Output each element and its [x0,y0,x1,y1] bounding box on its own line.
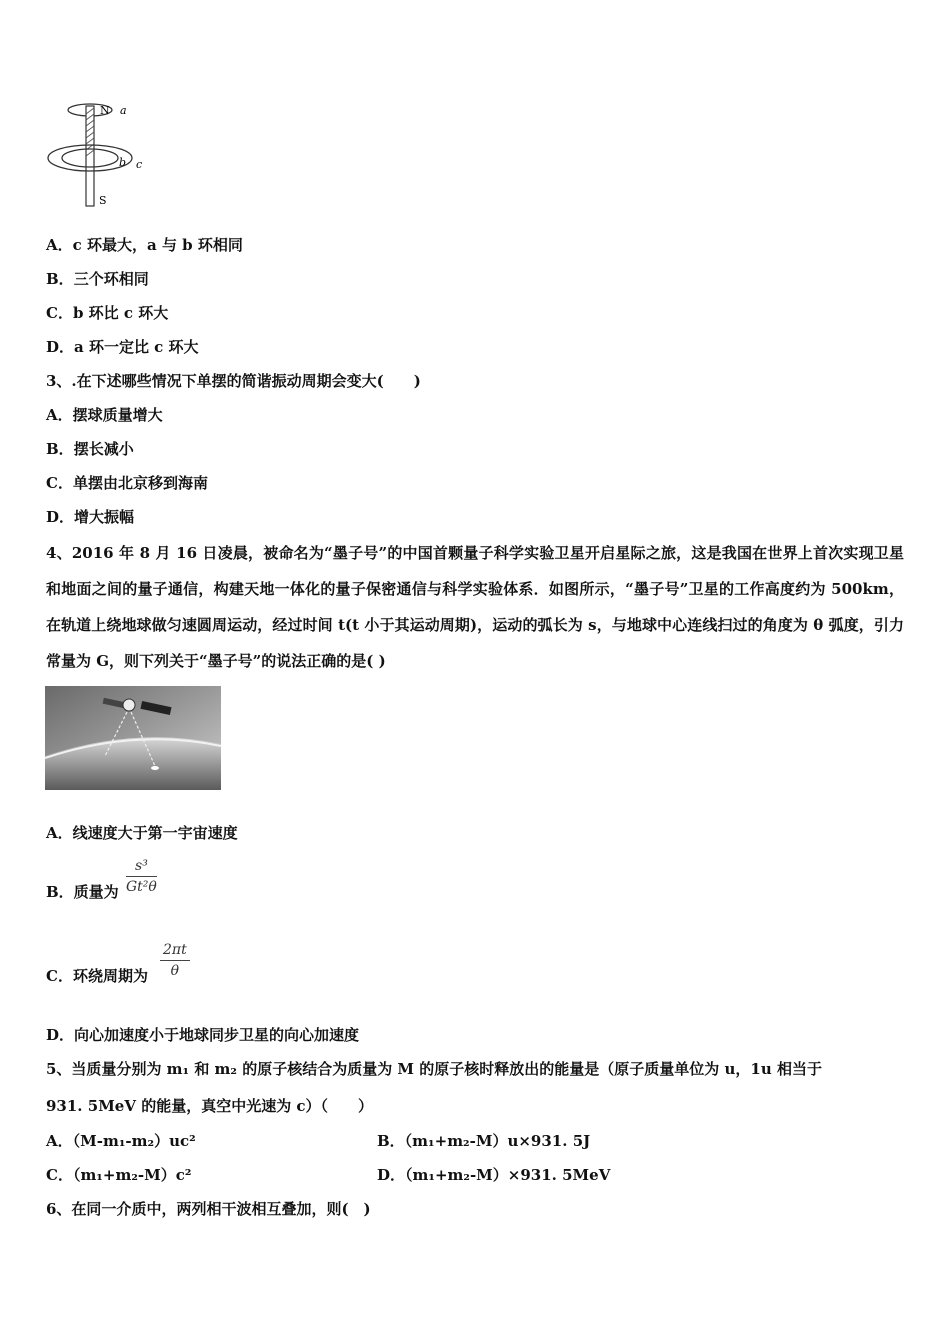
q4-option-c: C．环绕周期为 [46,967,148,985]
q4-stem: 4、2016 年 8 月 16 日凌晨，被命名为“墨子号”的中国首颗量子科学实验卫星开启星际之旅，这是我国在世界上首次实现卫星和地面之间的量子通信，构建天地一体化的量子保密通信与科学实验体系．如图所示，“墨子号”卫星的工作高度约为 500km，在轨道上绕地球做匀速圆周运动，经过时间 t(t 小于其运动周期)，运动的弧长为 s，与地球中心连线扫过的角度为 θ 弧度，引力常量为 G，则下列关于“墨子号”的说法正确的是( ) [46,544,904,670]
q5-stem-line1: 5、当质量分别为 m₁ 和 m₂ 的原子核结合为质量为 M 的原子核时释放出的能量是（原子质量单位为 u，1u 相当于 [46,1060,822,1078]
magnet-rings-figure [44,98,154,210]
label-b: b [119,156,127,169]
q3-stem: 3、.在下述哪些情况下单摆的简谐振动周期会变大( ) [46,372,421,390]
q5-option-a: A．（M-m₁-m₂）uc² [46,1132,196,1150]
label-s: S [99,194,107,207]
q5-option-b: B．（m₁+m₂-M）u×931. 5J [377,1132,591,1150]
q2-option-c: C．b 环比 c 环大 [46,304,169,322]
label-a: a [120,104,127,117]
label-n: N [100,104,110,117]
q4-option-a: A．线速度大于第一宇宙速度 [46,824,238,842]
q3-option-c: C．单摆由北京移到海南 [46,474,208,492]
q3-option-a: A．摆球质量增大 [46,406,163,424]
q4-option-c-fraction: 2πt θ [160,942,190,979]
q6-stem: 6、在同一介质中，两列相干波相互叠加，则( ) [46,1200,371,1218]
q2-option-a: A．c 环最大，a 与 b 环相同 [46,236,243,254]
satellite-photo [45,686,221,790]
q3-option-b: B．摆长减小 [46,440,134,458]
q2-option-b: B．三个环相同 [46,270,149,288]
q5-option-c: C．（m₁+m₂-M）c² [46,1166,192,1184]
q5-option-d: D．（m₁+m₂-M）×931. 5MeV [377,1166,611,1184]
q5-stem-line2: 931. 5MeV 的能量，真空中光速为 c）（ ） [46,1097,374,1115]
q3-option-d: D．增大振幅 [46,508,135,526]
q2-option-d: D．a 环一定比 c 环大 [46,338,199,356]
q4-option-b: B．质量为 [46,883,119,901]
q4-option-b-fraction: s³ Gt²θ [126,858,157,895]
q4-option-d: D．向心加速度小于地球同步卫星的向心加速度 [46,1026,360,1044]
label-c: c [136,158,143,171]
